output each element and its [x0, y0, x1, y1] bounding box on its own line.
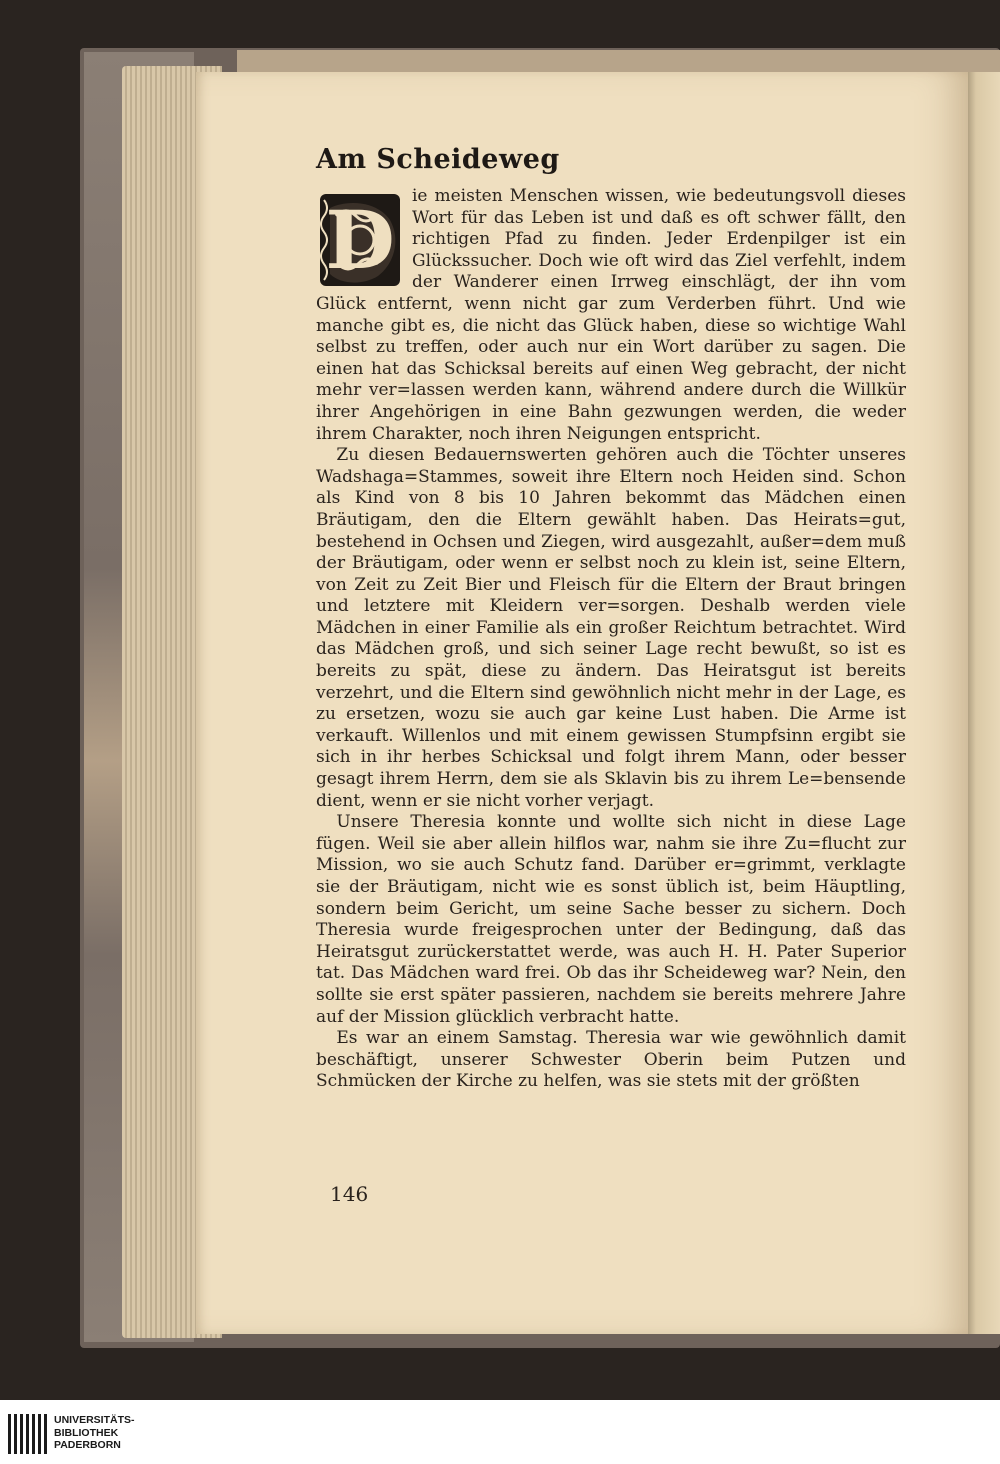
page-number: 146 [330, 1182, 369, 1206]
paragraph-2: Zu diesen Bedauernswerten gehören auch die Töchter unseres Wadshaga=Stammes, soweit ihre Eltern noch Heiden sind. Schon als Kind von 8 bis 10 Jahren bekommt das Mädchen einen Bräutigam, den die Eltern gewählt haben. Das Heirats=gut, bestehend in Ochsen und Ziegen, wird ausgezahlt, außer=dem muß der Bräutigam, oder wenn er selbst noch zu klein ist, seine Eltern, von Zeit zu Zeit Bier und Fleisch für die Eltern der Braut bringen und letztere mit Kleidern ver=sorgen. Deshalb werden viele Mädchen in einer Familie als ein großer Reichtum betrachtet. Wird das Mädchen groß, und sich seiner Lage recht bewußt, so ist es bereits zu spät, diese zu ändern. Das Heiratsgut ist bereits verzehrt, und die Eltern sind gewöhnlich nicht mehr in der Lage, es zu ersetzen, wozu sie auch gar keine Lust haben. Die Arme ist verkauft. Willenlos und mit einem gewissen Stumpfsinn ergibt sie sich in ihr herbes Schicksal und folgt ihrem Mann, oder besser gesagt ihrem Herrn, dem sie als Sklavin bis zu ihrem Le=bensende dient, wenn er sie nicht vorher verjagt. [316, 445, 906, 811]
ornamental-initial [316, 190, 404, 290]
library-logo-icon [8, 1414, 50, 1454]
logo-line-2: BIBLIOTHEK [54, 1426, 119, 1439]
dropcap-letter: D [325, 193, 395, 287]
cover-edge [237, 50, 1000, 74]
chapter-title: Am Scheideweg [316, 144, 560, 175]
logo-line-3: PADERBORN [54, 1439, 121, 1451]
library-logo-text [54, 1414, 135, 1452]
library-footer [0, 1400, 1000, 1464]
paragraph-4: Es war an einem Samstag. Theresia war wie gewöhnlich damit beschäftigt, unserer Schwester Oberin beim Putzen und Schmücken der Kirche zu helfen, was sie stets mit der größten [316, 1028, 906, 1092]
page-content [316, 140, 906, 1093]
paragraph-3: Unsere Theresia konnte und wollte sich nicht in diese Lage fügen. Weil sie aber allein hilflos war, nahm sie ihre Zu=flucht zur Mission, wo sie auch Schutz fand. Darüber er=grimmt, verklagte sie der Bräutigam, nicht wie es sonst üblich ist, beim Häuptling, sondern beim Gericht, um seine Sache besser zu sichern. Doch Theresia wurde freigesprochen unter der Bedingung, daß das Heiratsgut zurückerstattet werde, was auch H. H. Pater Superior tat. Das Mädchen ward frei. Ob das ihr Scheideweg war? Nein, den sollte sie erst später passieren, nachdem sie bereits mehrere Jahre auf der Mission glücklich verbracht hatte. [316, 812, 906, 1027]
paragraph-1: ie meisten Menschen wissen, wie bedeutungsvoll dieses Wort für das Leben ist und daß es oft schwer fällt, den richtigen Pfad zu finden. Jeder Erdenpilger ist ein Glückssucher. Doch wie oft wird das Ziel verfehlt, indem der Wanderer einen Irrweg einschlägt, der ihn vom Glück entfernt, wenn nicht gar zum Verderben führt. Und wie manche gibt es, die nicht das Glück haben, diese so wichtige Wahl selbst zu treffen, oder auch nur ein Wort darüber zu sagen. Die einen hat das Schicksal bereits auf einen Weg gebracht, der nicht mehr ver=lassen werden kann, während andere durch die Willkür ihrer Angehörigen in eine Bahn gezwungen werden, die weder ihrem Charakter, noch ihren Neigungen entspricht. [316, 186, 906, 444]
logo-line-1: UNIVERSITÄTS- [54, 1414, 135, 1426]
